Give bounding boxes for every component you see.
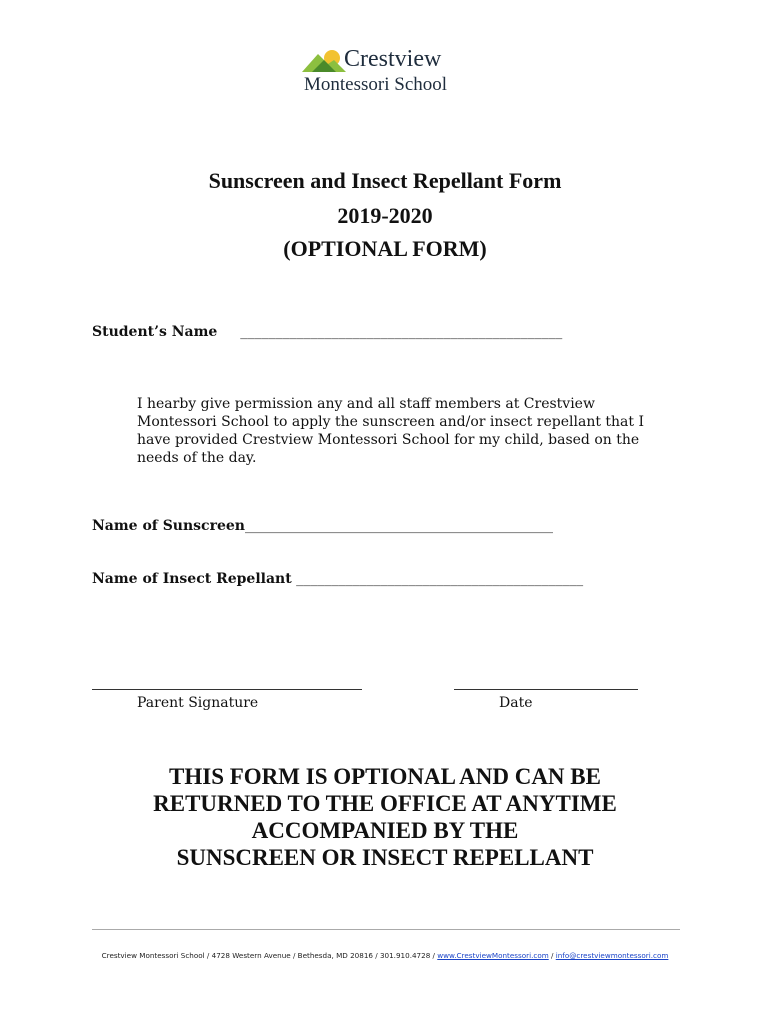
sunscreen-blank: ____________________________________________ [244, 518, 553, 534]
sunscreen-label: Name of Sunscreen [92, 518, 245, 534]
logo-name-line2: Montessori School [304, 74, 448, 95]
notice-line-1: THIS FORM IS OPTIONAL AND CAN BE [169, 764, 601, 789]
mountain-sun-logo-icon [302, 48, 346, 74]
form-subtitle: (OPTIONAL FORM) [283, 236, 487, 261]
insect-repellant-blank: _________________________________________ [296, 571, 584, 587]
form-year: 2019-2020 [337, 203, 433, 228]
student-name-blank: ______________________________________________ [240, 324, 563, 340]
notice-line-3: ACCOMPANIED BY THE [251, 818, 519, 843]
footer [0, 951, 770, 960]
footer-divider [92, 929, 680, 930]
date-line [454, 689, 638, 690]
insect-repellant-field [92, 571, 583, 587]
website-link[interactable]: www.CrestviewMontessori.com [437, 951, 549, 960]
logo-name-line1: Crestview [344, 46, 442, 72]
insect-repellant-label: Name of Insect Repellant [92, 571, 292, 587]
sunscreen-field [92, 518, 553, 534]
school-logo [302, 46, 472, 98]
notice-line-4: SUNSCREEN OR INSECT REPELLANT [176, 845, 594, 870]
date-label: Date [499, 695, 533, 711]
footer-address: Crestview Montessori School / 4728 Western Avenue / Bethesda, MD 20816 / 301.910.4728 / [101, 951, 438, 960]
notice-line-2: RETURNED TO THE OFFICE AT ANYTIME [153, 791, 617, 816]
parent-signature-label: Parent Signature [137, 695, 259, 711]
student-name-field [92, 324, 562, 340]
form-title: Sunscreen and Insect Repellant Form [208, 168, 562, 193]
parent-signature-line [92, 689, 362, 690]
optional-notice [0, 763, 770, 871]
footer-separator: / [548, 951, 556, 960]
email-link[interactable]: info@crestviewmontessori.com [555, 951, 669, 960]
student-name-label: Student’s Name [92, 324, 218, 340]
permission-paragraph: I hearby give permission any and all staff members at Crestview Montessori School to apply the sunscreen and/or insect repellant that I have provided Crestview Montessori School for my child, based on the needs of the day. [137, 396, 645, 466]
